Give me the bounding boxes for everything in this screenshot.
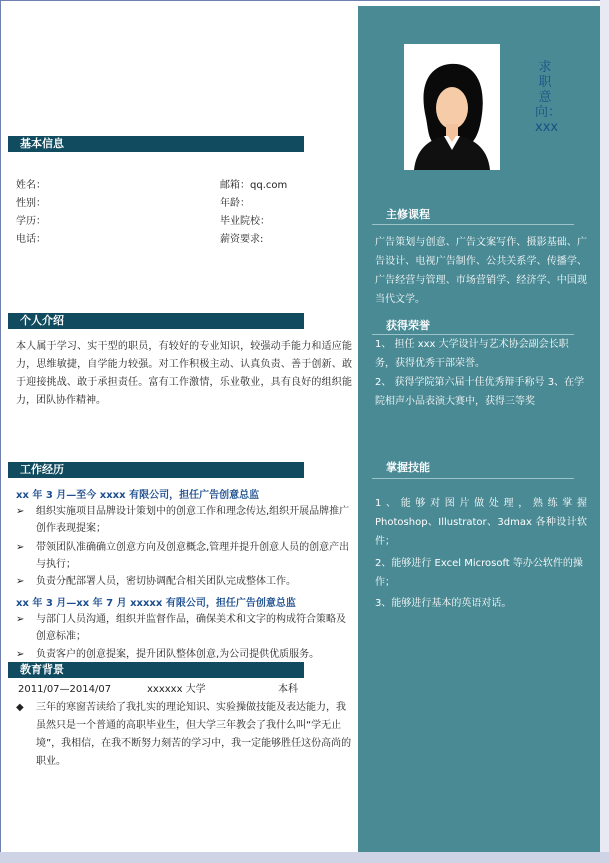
job-bullet: ➢ 负责分配部署人员，密切协调配合相关团队完成整体工作。 xyxy=(16,573,352,590)
section-skills: 掌握技能 xyxy=(386,461,430,474)
avatar-illustration xyxy=(404,44,500,170)
edu-degree: 本科 xyxy=(278,684,298,695)
right-edge xyxy=(600,0,609,863)
age-label: 年龄： xyxy=(220,198,250,209)
bottom-strip xyxy=(0,852,609,863)
salary-label: 薪资要求: xyxy=(220,234,264,245)
divider xyxy=(372,224,574,225)
courses-text: 广告策划与创意、广告文案写作、摄影基础、广告设计、电视广告制作、公共关系学、传播学、广告经营与管理、市场营销学、经济学、中国现当代文学。 xyxy=(375,237,587,305)
section-honors: 获得荣誉 xyxy=(386,319,430,332)
email-label: 邮箱：qq.com xyxy=(220,180,288,191)
job-intent: 求职意向：xxx xyxy=(535,60,562,135)
section-work: 工作经历 xyxy=(8,462,304,478)
skill-item: 2、能够进行 Excel Microsoft 等办公软件的操作； xyxy=(375,558,583,588)
gender-label: 性别： xyxy=(16,198,46,209)
education-label: 学历： xyxy=(16,216,46,227)
edu-description: ◆ 三年的寒窗苦读给了我扎实的理论知识、实验操做技能及表达能力，我虽然只是一个普通的高职毕业生，但大学三年教会了我什么叫“学无止境”，我相信，在我不断努力刻苦的学习中，我一定能够胜任这份高尚的职业。 xyxy=(16,699,352,771)
phone-label: 电话： xyxy=(16,234,46,245)
job-title: xx 年 3 月—xx 年 7 月 xxxxx 有限公司，担任广告创意总监 xyxy=(16,598,296,609)
arrow-bullet-icon: ➢ xyxy=(16,649,25,660)
job-title: xx 年 3 月—至今 xxxx 有限公司，担任广告创意总监 xyxy=(16,490,260,501)
job-bullet: ➢ 组织实施项目品牌设计策划中的创意工作和理念传达,组织开展品牌推广创作表现提案； xyxy=(16,503,352,537)
arrow-bullet-icon: ➢ xyxy=(16,542,25,553)
arrow-bullet-icon: ➢ xyxy=(16,614,25,625)
name-label: 姓名： xyxy=(16,180,46,191)
section-courses: 主修课程 xyxy=(386,208,430,221)
divider xyxy=(372,478,574,479)
job-bullet: ➢ 带领团队准确确立创意方向及创意概念,管理并提升创意人员的创意产出与执行； xyxy=(16,539,352,573)
diamond-bullet-icon: ◆ xyxy=(16,702,24,713)
skill-item: 3、能够进行基本的英语对话。 xyxy=(375,598,512,609)
arrow-bullet-icon: ➢ xyxy=(16,576,25,587)
intro-text: 本人属于学习、实干型的职员，有较好的专业知识，较强动手能力和适应能力，思维敏捷，自学能力较强。对工作积极主动、认真负责、善于创新、敢于迎接挑战、敢于承担责任。富有工作激情，乐业敬业，具有良好的组织能力，团队协作精神。 xyxy=(16,341,352,406)
job-bullet: ➢ 负责客户的创意提案，提升团队整体创意,为公司提供优质服务。 xyxy=(16,646,352,663)
edu-period: 2011/07—2014/07 xyxy=(18,684,112,695)
job-bullet: ➢ 与部门人员沟通，组织并监督作品，确保美术和文字的构成符合策略及创意标准； xyxy=(16,611,352,645)
section-intro: 个人介绍 xyxy=(8,313,304,329)
section-education: 教育背景 xyxy=(8,662,304,678)
school-label: 毕业院校： xyxy=(220,216,270,227)
section-basic-info: 基本信息 xyxy=(8,136,304,152)
skill-item: 1、能够对图片做处理，熟练掌握 Photoshop、Illustrator、3dmax 各种设计软件； xyxy=(375,498,587,547)
honors-text: 1、 担任 xxx 大学设计与艺术协会副会长职务，获得优秀干部荣誉。 2、 获得学院第六届十佳优秀辩手称号 3、在学院相声小品表演大赛中，获得三等奖 xyxy=(375,339,585,407)
profile-photo xyxy=(404,44,500,170)
arrow-bullet-icon: ➢ xyxy=(16,506,25,517)
edu-school: xxxxxx 大学 xyxy=(147,684,206,695)
